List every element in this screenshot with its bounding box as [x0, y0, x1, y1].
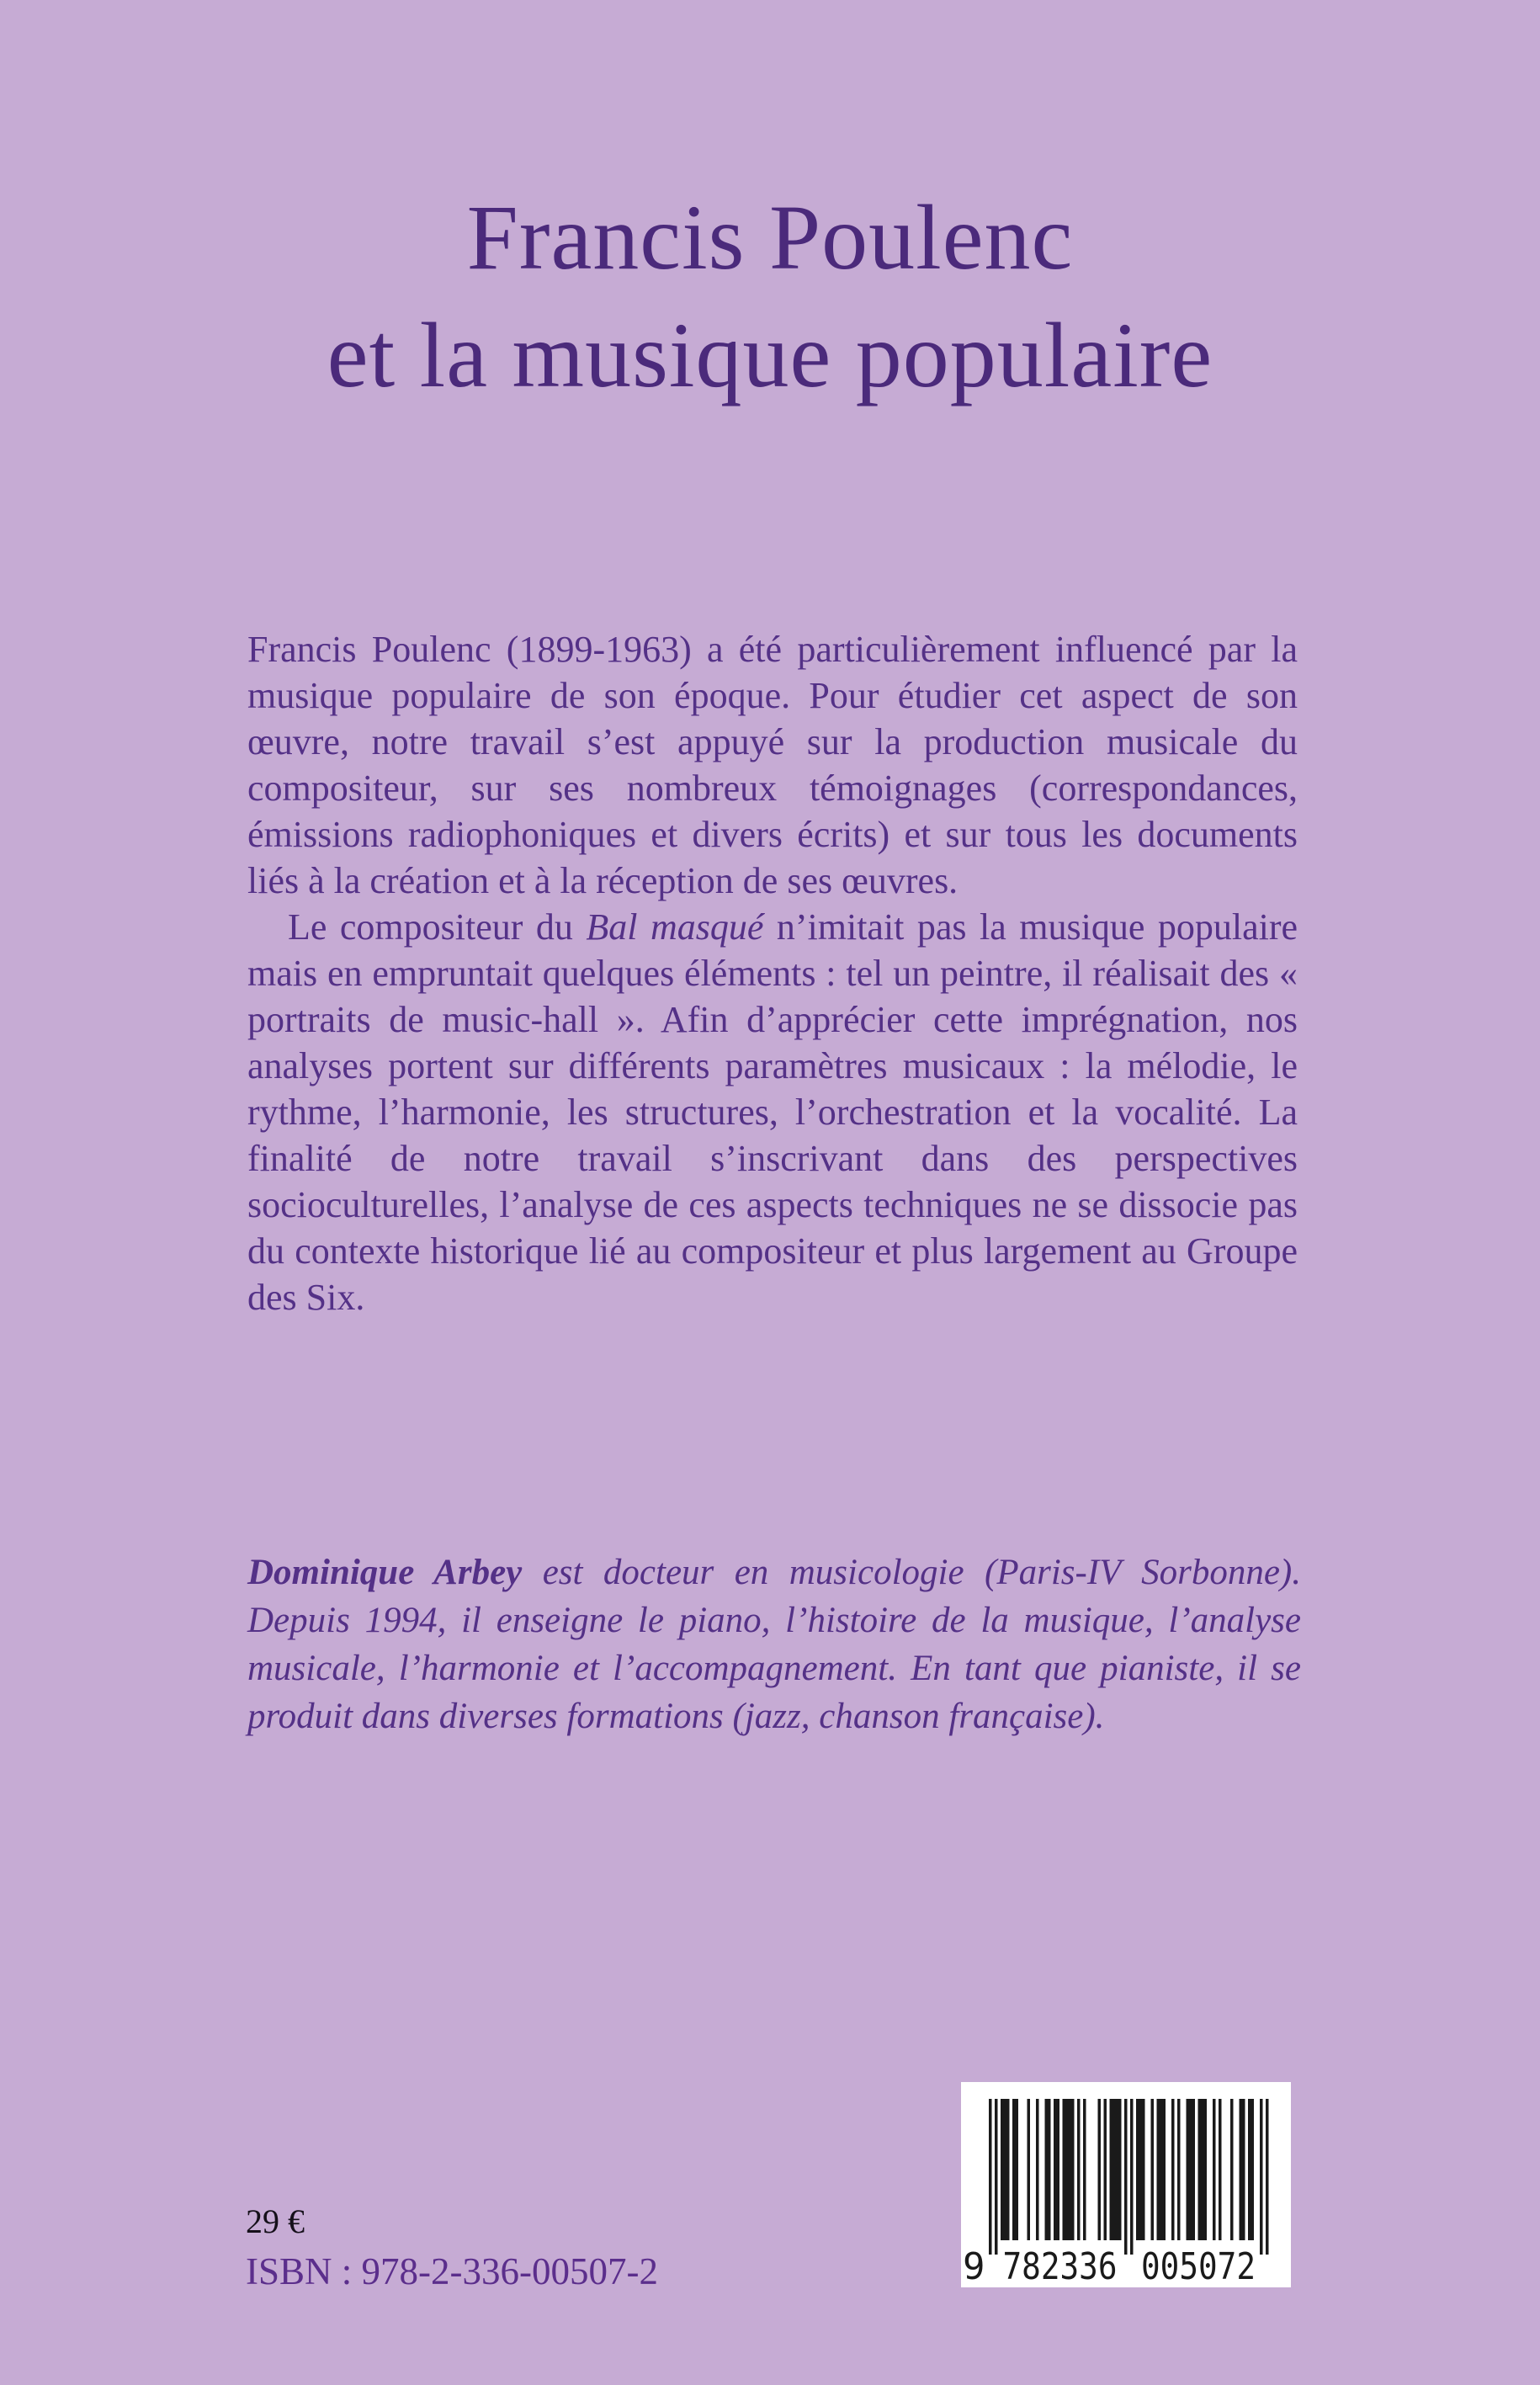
- author-bio: [247, 1548, 1301, 1740]
- svg-text:782336: 782336: [1002, 2245, 1118, 2287]
- isbn-label: ISBN : 978-2-336-00507-2: [246, 2250, 658, 2292]
- book-title-line-1: Francis Poulenc: [466, 186, 1074, 289]
- book-title-line-2: et la musique populaire: [327, 304, 1213, 406]
- price-label: 29 €: [246, 2202, 305, 2240]
- ean13-barcode-icon: [961, 2082, 1291, 2287]
- author-name: Dominique Arbey: [247, 1553, 523, 1592]
- svg-text:9: 9: [963, 2245, 985, 2287]
- synopsis: [247, 626, 1298, 1320]
- svg-text:005072: 005072: [1141, 2245, 1256, 2287]
- author-bio-paragraph: [247, 1548, 1301, 1740]
- synopsis-paragraph-1: Francis Poulenc (1899-1963) a été particulièrement influencé par la musique populaire de son époque. Pour étudier cet aspect de son œuvre, notre travail s’est appuyé sur la production musicale du compositeur, sur ses nombreux témoignages (correspondances, émissions radiophoniques et divers écrits) et sur tous les documents liés à la création et à la réception de ses œuvres.: [247, 629, 1298, 901]
- work-title-bal-masque: Bal masqué: [586, 906, 764, 948]
- author-bio-text: est docteur en musicologie (Paris-IV Sorbonne). Depuis 1994, il enseigne le piano, l’histoire de la musique, l’analyse musicale, l’harmonie et l’accompagnement. En tant que pianiste, il se produit dans diverses formations (jazz, chanson française).: [247, 1553, 1301, 1736]
- barcode: [961, 2082, 1291, 2287]
- synopsis-paragraph-2-continued: n’imitait pas la musique populaire mais en empruntait quelques éléments : tel un peintre, il réalisait des « portraits de music-hall ». Afin d’apprécier cette imprégnation, nos analyses portent sur différents paramètres musicaux : la mélodie, le rythme, l’harmonie, les structures, l’orchestration et la vocalité. La finalité de notre travail s’inscrivant dans des perspectives socioculturelles, l’analyse de ces aspects techniques ne se dissocie pas du contexte historique lié au compositeur et plus largement au Groupe des Six.: [247, 906, 1298, 1318]
- synopsis-paragraph-2: [247, 904, 1298, 1320]
- synopsis-paragraph-2-start: Le compositeur du: [288, 906, 587, 948]
- book-title: [0, 178, 1540, 414]
